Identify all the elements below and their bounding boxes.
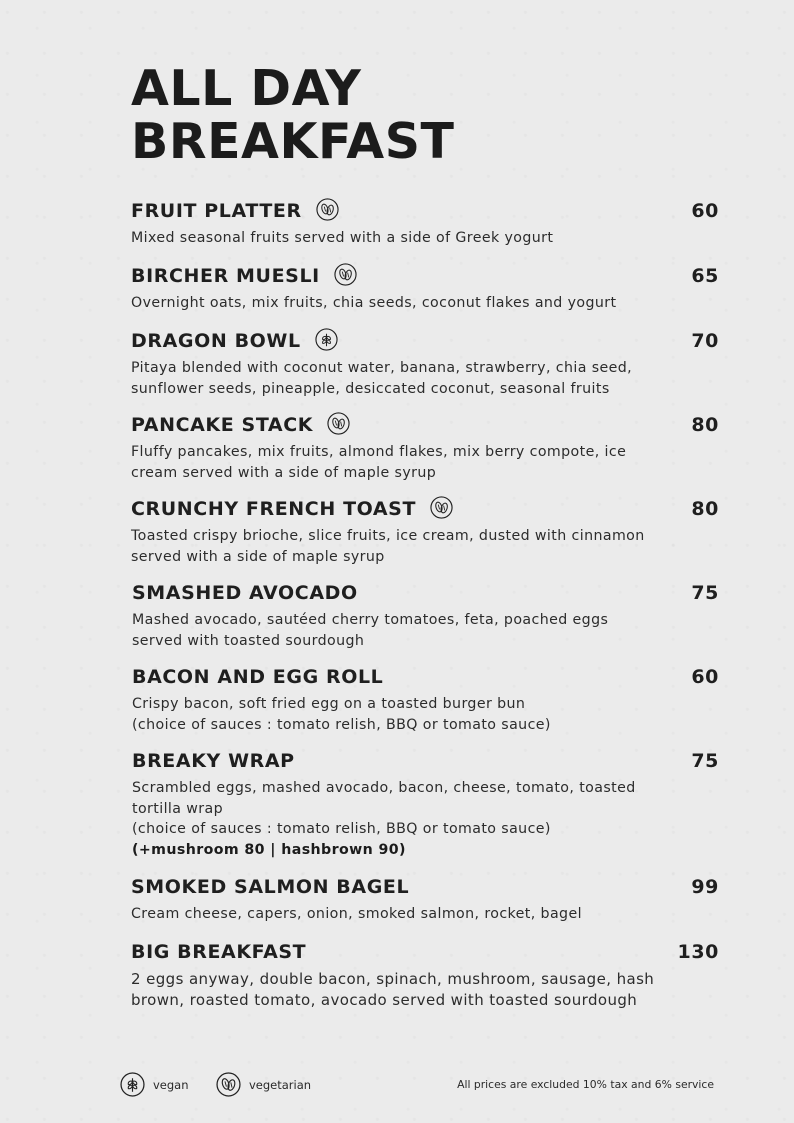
title-line-1: ALL DAY xyxy=(131,60,362,117)
item-description: 2 eggs anyway, double bacon, spinach, mushroom, sausage, hash brown, roasted tomato, avocado served with toasted sourdough xyxy=(131,970,655,1009)
item-price: 75 xyxy=(691,582,719,604)
item-description: Mashed avocado, sautéed cherry tomatoes, feta, poached eggs served with toasted sourdough xyxy=(132,612,609,649)
vegetarian-icon xyxy=(316,198,339,221)
item-price: 70 xyxy=(691,330,719,352)
menu-item xyxy=(131,498,719,567)
item-description: Pitaya blended with coconut water, banana, strawberry, chia seed, sunflower seeds, pineapple, desiccated coconut, seasonal fruits xyxy=(131,360,633,397)
item-name: SMOKED SALMON BAGEL xyxy=(131,876,410,898)
menu-item xyxy=(131,414,719,483)
menu-item xyxy=(131,265,719,314)
footer xyxy=(120,1072,714,1098)
page-title xyxy=(131,62,454,168)
item-description: Fluffy pancakes, mix fruits, almond flakes, mix berry compote, ice cream served with a side of maple syrup xyxy=(131,444,627,481)
item-name: SMASHED AVOCADO xyxy=(132,582,358,604)
item-description: Crispy bacon, soft fried egg on a toasted burger bun (choice of sauces : tomato relish, BBQ or tomato sauce) xyxy=(132,696,551,733)
item-price: 60 xyxy=(691,200,719,222)
vegetarian-icon xyxy=(327,412,350,435)
item-description: Cream cheese, capers, onion, smoked salmon, rocket, bagel xyxy=(131,906,582,922)
vegan-icon xyxy=(120,1072,145,1097)
legend-vegetarian xyxy=(216,1072,311,1097)
vegetarian-icon xyxy=(216,1072,241,1097)
item-name: DRAGON BOWL xyxy=(131,330,338,352)
menu-item xyxy=(131,876,719,925)
item-name: CRUNCHY FRENCH TOAST xyxy=(131,498,453,520)
vegetarian-icon xyxy=(334,263,357,286)
item-name: BIG BREAKFAST xyxy=(131,941,307,963)
item-price: 75 xyxy=(691,750,719,772)
menu-item xyxy=(132,750,719,860)
item-description: Toasted crispy brioche, slice fruits, ice cream, dusted with cinnamon served with a side of maple syrup xyxy=(131,528,645,565)
vegetarian-icon xyxy=(430,496,453,519)
legend-vegan xyxy=(120,1072,189,1097)
item-price: 80 xyxy=(691,414,719,436)
menu-item xyxy=(131,330,719,399)
item-name: BACON AND EGG ROLL xyxy=(132,666,384,688)
legend-vegetarian-label: vegetarian xyxy=(249,1077,312,1092)
menu-item xyxy=(132,582,719,651)
item-name: FRUIT PLATTER xyxy=(131,200,339,222)
price-note: All prices are excluded 10% tax and 6% service xyxy=(457,1078,714,1091)
title-line-2: BREAKFAST xyxy=(131,113,455,170)
item-name: BREAKY WRAP xyxy=(132,750,295,772)
item-price: 80 xyxy=(691,498,719,520)
menu-item xyxy=(132,666,719,735)
item-price: 130 xyxy=(677,941,719,963)
item-name: BIRCHER MUESLI xyxy=(131,265,357,287)
item-price: 60 xyxy=(691,666,719,688)
item-price: 65 xyxy=(691,265,719,287)
vegan-icon xyxy=(315,328,338,351)
item-description: Scrambled eggs, mashed avocado, bacon, cheese, tomato, toasted tortilla wrap (choice of sauces : tomato relish, BBQ or tomato sauce) (+mushroom 80 | hashbrown 90) xyxy=(132,778,719,860)
menu-item xyxy=(131,200,719,249)
item-price: 99 xyxy=(691,876,719,898)
item-description: Mixed seasonal fruits served with a side of Greek yogurt xyxy=(131,230,554,246)
item-addon: (+mushroom 80 | hashbrown 90) xyxy=(132,841,406,858)
legend-vegan-label: vegan xyxy=(153,1077,189,1092)
item-name: PANCAKE STACK xyxy=(131,414,350,436)
menu-item xyxy=(131,941,719,1011)
item-description: Overnight oats, mix fruits, chia seeds, coconut flakes and yogurt xyxy=(131,295,617,311)
